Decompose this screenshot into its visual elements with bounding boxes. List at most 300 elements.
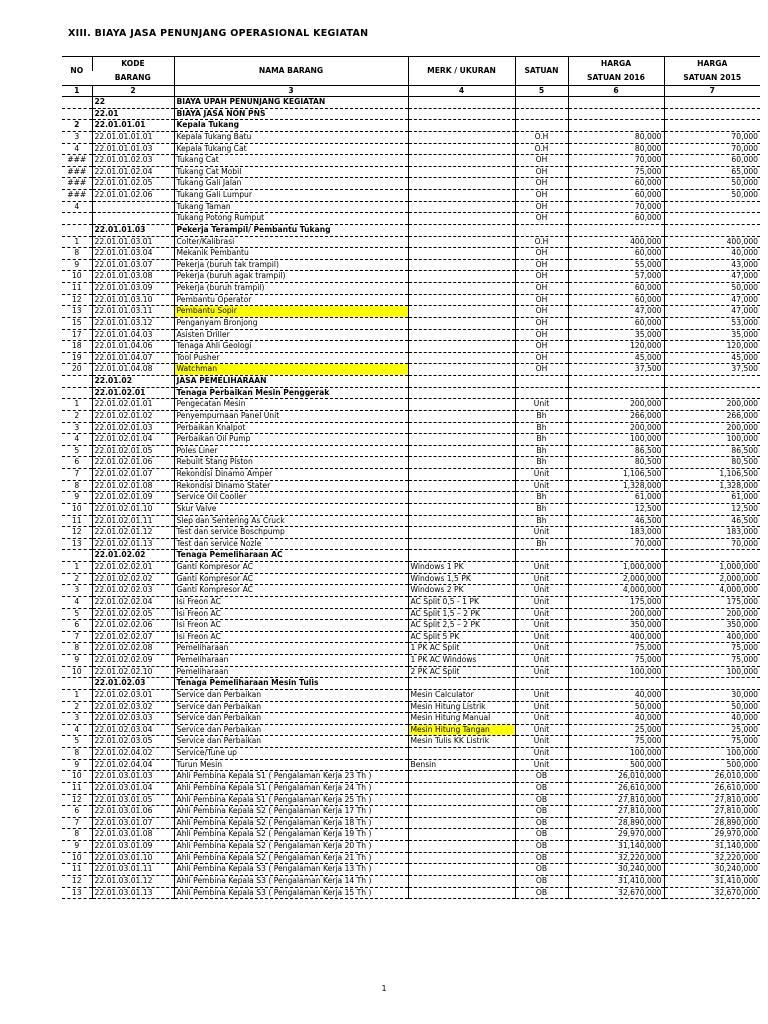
row-kode: 22.01.01.03.12 — [92, 317, 174, 329]
row-harga-2015: 65,000 — [664, 166, 760, 178]
row-kode: 22.01.02.03.04 — [92, 724, 174, 736]
table-row — [62, 515, 760, 527]
row-nama: Kepala Tukang Cat — [174, 143, 408, 155]
row-merk — [408, 841, 515, 853]
row-no: 5 — [62, 736, 92, 748]
row-kode: 22.01.02.01 — [92, 387, 174, 399]
row-kode: 22.01.02.01.12 — [92, 527, 174, 539]
row-no: 20 — [62, 364, 92, 376]
row-satuan: OH — [515, 201, 568, 213]
row-kode: 22.01.01.02.06 — [92, 190, 174, 202]
table-row — [62, 538, 760, 550]
row-harga-2016: 25,000 — [568, 724, 664, 736]
row-no: 2 — [62, 410, 92, 422]
row-harga-2016: 2,000,000 — [568, 573, 664, 585]
row-no: 18 — [62, 341, 92, 353]
row-kode: 22.01.02.03.02 — [92, 701, 174, 713]
row-satuan: Unit — [515, 724, 568, 736]
row-harga-2016: 29,970,000 — [568, 829, 664, 841]
row-no: 9 — [62, 259, 92, 271]
row-no: 2 — [62, 120, 92, 132]
row-nama: Service Oil Cooller — [174, 492, 408, 504]
row-kode: 22.01.02.01.03 — [92, 422, 174, 434]
row-harga-2015: 50,000 — [664, 190, 760, 202]
row-satuan: Unit — [515, 701, 568, 713]
row-merk: Mesin Hitung Listrik — [408, 701, 515, 713]
row-harga-2015 — [664, 387, 760, 399]
section-title: Tenaga Pemeliharaan Mesin Tulis — [174, 678, 408, 690]
row-nama: Ahli Pembina Kepala S2 ( Pengalaman Kerja 18 Th ) — [174, 817, 408, 829]
row-satuan: OB — [515, 817, 568, 829]
row-merk — [408, 469, 515, 481]
row-satuan: OH — [515, 271, 568, 283]
table-row — [62, 817, 760, 829]
row-no: 11 — [62, 283, 92, 295]
row-satuan: O.H — [515, 131, 568, 143]
row-harga-2016: 86,500 — [568, 445, 664, 457]
row-no: 17 — [62, 329, 92, 341]
row-kode — [92, 213, 174, 225]
row-satuan: Bh — [515, 422, 568, 434]
row-no — [62, 108, 92, 120]
row-harga-2015 — [664, 224, 760, 236]
table-row — [62, 271, 760, 283]
row-harga-2015: 53,000 — [664, 317, 760, 329]
row-no — [62, 213, 92, 225]
row-harga-2015: 1,000,000 — [664, 562, 760, 574]
row-harga-2016: 266,000 — [568, 410, 664, 422]
row-harga-2015: 75,000 — [664, 736, 760, 748]
row-nama: Ganti Kompresor AC — [174, 573, 408, 585]
row-satuan: Unit — [515, 736, 568, 748]
row-merk — [408, 143, 515, 155]
row-no: ### — [62, 190, 92, 202]
row-nama: Kepala Tukang Batu — [174, 131, 408, 143]
row-nama: Turun Mesin — [174, 759, 408, 771]
row-kode: 22.01.02.02.01 — [92, 562, 174, 574]
table-row — [62, 352, 760, 364]
row-satuan: OB — [515, 887, 568, 899]
row-merk — [408, 817, 515, 829]
table-row — [62, 759, 760, 771]
row-harga-2015: 75,000 — [664, 643, 760, 655]
row-merk: Mesin Hitung Tangan — [408, 724, 515, 736]
row-harga-2016: 31,410,000 — [568, 875, 664, 887]
row-no: ### — [62, 178, 92, 190]
row-merk: 2 PK AC Split — [408, 666, 515, 678]
row-harga-2015: 47,000 — [664, 306, 760, 318]
row-merk — [408, 550, 515, 562]
table-row — [62, 806, 760, 818]
row-merk — [408, 271, 515, 283]
section-title: BIAYA JASA NON PNS — [174, 108, 408, 120]
row-satuan: OB — [515, 794, 568, 806]
row-satuan: OH — [515, 259, 568, 271]
row-harga-2016: 40,000 — [568, 713, 664, 725]
row-satuan: OH — [515, 364, 568, 376]
row-merk — [408, 120, 515, 132]
row-merk — [408, 515, 515, 527]
row-nama: Tukang Taman — [174, 201, 408, 213]
column-number: 5 — [515, 86, 568, 97]
table-row — [62, 399, 760, 411]
row-harga-2016: 61,000 — [568, 492, 664, 504]
row-kode: 22.01.02.03 — [92, 678, 174, 690]
row-no: ### — [62, 155, 92, 167]
row-harga-2015: 31,140,000 — [664, 841, 760, 853]
row-merk: Windows 1,5 PK — [408, 573, 515, 585]
row-harga-2015: 70,000 — [664, 131, 760, 143]
row-kode: 22.01.02.01.01 — [92, 399, 174, 411]
row-kode: 22.01.02 — [92, 376, 174, 388]
row-harga-2016: 80,500 — [568, 457, 664, 469]
row-merk — [408, 527, 515, 539]
column-number: 3 — [174, 86, 408, 97]
row-merk — [408, 341, 515, 353]
row-satuan: OH — [515, 283, 568, 295]
row-merk — [408, 236, 515, 248]
row-nama: Rekondisi Dinamo Stater — [174, 480, 408, 492]
column-number: 4 — [408, 86, 515, 97]
row-harga-2016: 32,670,000 — [568, 887, 664, 899]
row-merk — [408, 97, 515, 109]
table-row — [62, 736, 760, 748]
row-kode: 22.01.01.04.08 — [92, 364, 174, 376]
row-satuan: Unit — [515, 527, 568, 539]
row-harga-2015: 40,000 — [664, 248, 760, 260]
row-kode: 22.01.01.03 — [92, 224, 174, 236]
row-nama: Isi Freon AC — [174, 631, 408, 643]
row-nama: Tukang Cat — [174, 155, 408, 167]
row-kode: 22.01.03.01.05 — [92, 794, 174, 806]
row-satuan: OH — [515, 341, 568, 353]
section-title: BIAYA UPAH PENUNJANG KEGIATAN — [174, 97, 408, 109]
row-merk: AC Split 0,5 - 1 PK — [408, 596, 515, 608]
row-harga-2015: 47,000 — [664, 294, 760, 306]
row-no: 1 — [62, 562, 92, 574]
row-harga-2016: 70,000 — [568, 201, 664, 213]
row-harga-2015: 4,000,000 — [664, 585, 760, 597]
row-no: 4 — [62, 596, 92, 608]
header-harga-2016-line2: SATUAN 2016 — [568, 71, 664, 86]
row-no: 5 — [62, 445, 92, 457]
row-merk — [408, 178, 515, 190]
row-merk — [408, 329, 515, 341]
row-harga-2015: 60,000 — [664, 155, 760, 167]
row-satuan — [515, 97, 568, 109]
table-row — [62, 748, 760, 760]
row-harga-2015 — [664, 678, 760, 690]
row-satuan: OB — [515, 829, 568, 841]
row-kode: 22.01.02.01.13 — [92, 538, 174, 550]
row-merk — [408, 771, 515, 783]
row-kode: 22.01.02.03.05 — [92, 736, 174, 748]
row-harga-2016: 100,000 — [568, 666, 664, 678]
row-harga-2016: 75,000 — [568, 736, 664, 748]
table-row — [62, 771, 760, 783]
row-merk — [408, 190, 515, 202]
table-row — [62, 620, 760, 632]
row-harga-2016: 60,000 — [568, 283, 664, 295]
row-harga-2016 — [568, 224, 664, 236]
table-row — [62, 236, 760, 248]
row-harga-2015: 80,500 — [664, 457, 760, 469]
row-harga-2015: 43,000 — [664, 259, 760, 271]
table-header — [62, 57, 760, 97]
row-no: 1 — [62, 399, 92, 411]
row-no — [62, 678, 92, 690]
row-harga-2016: 60,000 — [568, 317, 664, 329]
row-harga-2016: 12,500 — [568, 503, 664, 515]
row-no: 11 — [62, 864, 92, 876]
row-merk: Windows 2 PK — [408, 585, 515, 597]
row-harga-2015: 1,106,500 — [664, 469, 760, 481]
row-nama: Pemeliharaan — [174, 643, 408, 655]
row-no: 15 — [62, 317, 92, 329]
row-satuan: Unit — [515, 596, 568, 608]
table-row — [62, 166, 760, 178]
row-no: 3 — [62, 713, 92, 725]
row-kode: 22.01.02.01.06 — [92, 457, 174, 469]
row-nama: Service dan Perbaikan — [174, 713, 408, 725]
row-harga-2015: 183,000 — [664, 527, 760, 539]
table-row — [62, 364, 760, 376]
row-satuan: Bh — [515, 515, 568, 527]
row-kode: 22.01.01.02.05 — [92, 178, 174, 190]
row-no: 8 — [62, 829, 92, 841]
row-satuan: Unit — [515, 759, 568, 771]
row-no: 8 — [62, 480, 92, 492]
row-harga-2016 — [568, 97, 664, 109]
row-kode: 22.01.02.01.10 — [92, 503, 174, 515]
row-nama: Service dan Perbaikan — [174, 724, 408, 736]
row-harga-2016: 60,000 — [568, 213, 664, 225]
row-merk — [408, 829, 515, 841]
table-row — [62, 178, 760, 190]
row-no: 1 — [62, 689, 92, 701]
row-kode: 22.01.02.02.08 — [92, 643, 174, 655]
row-kode: 22.01.02.01.09 — [92, 492, 174, 504]
row-nama: Pekerja (buruh trampil) — [174, 283, 408, 295]
row-satuan: Unit — [515, 631, 568, 643]
table-row — [62, 155, 760, 167]
table-row — [62, 643, 760, 655]
row-satuan: Bh — [515, 538, 568, 550]
row-merk — [408, 317, 515, 329]
row-harga-2015: 200,000 — [664, 608, 760, 620]
row-merk — [408, 213, 515, 225]
row-satuan — [515, 376, 568, 388]
header-merk-ukuran: MERK / UKURAN — [408, 57, 515, 86]
row-satuan: OB — [515, 841, 568, 853]
column-number: 1 — [62, 86, 92, 97]
row-nama: Isi Freon AC — [174, 608, 408, 620]
row-satuan: Unit — [515, 666, 568, 678]
row-kode: 22.01.01.01 — [92, 120, 174, 132]
row-kode: 22.01.03.01.12 — [92, 875, 174, 887]
row-satuan: OH — [515, 155, 568, 167]
row-no: 19 — [62, 352, 92, 364]
row-harga-2015: 70,000 — [664, 143, 760, 155]
row-harga-2016: 37,500 — [568, 364, 664, 376]
row-kode: 22.01.01.01.01 — [92, 131, 174, 143]
row-kode: 22.01.02.03.01 — [92, 689, 174, 701]
table-row — [62, 422, 760, 434]
row-harga-2016: 35,000 — [568, 329, 664, 341]
section-row — [62, 678, 760, 690]
row-no: 6 — [62, 806, 92, 818]
row-nama: Pengecatan Mesin — [174, 399, 408, 411]
row-satuan: OB — [515, 852, 568, 864]
row-nama: Test dan service Nozle — [174, 538, 408, 550]
row-no: 9 — [62, 492, 92, 504]
row-satuan: OH — [515, 317, 568, 329]
row-harga-2015 — [664, 376, 760, 388]
row-merk: AC Split 1,5 – 2 PK — [408, 608, 515, 620]
row-nama: Tenaga Ahli Geologi — [174, 341, 408, 353]
row-kode: 22.01.02.01.08 — [92, 480, 174, 492]
row-nama: Tukang Potong Rumput — [174, 213, 408, 225]
row-nama: Ahli Pembina Kepala S2 ( Pengalaman Kerja 19 Th ) — [174, 829, 408, 841]
row-nama: Skur Valve — [174, 503, 408, 515]
row-kode: 22 — [92, 97, 174, 109]
row-harga-2015: 2,000,000 — [664, 573, 760, 585]
row-harga-2016 — [568, 550, 664, 562]
section-row — [62, 120, 760, 132]
row-merk — [408, 108, 515, 120]
header-harga-2016-line1: HARGA — [568, 57, 664, 72]
row-no: 9 — [62, 655, 92, 667]
row-nama: Mekanik Pembantu — [174, 248, 408, 260]
row-kode: 22.01.01.03.01 — [92, 236, 174, 248]
row-harga-2016: 75,000 — [568, 643, 664, 655]
row-nama: Rebuilt Stang Piston — [174, 457, 408, 469]
row-harga-2016: 26,010,000 — [568, 771, 664, 783]
row-harga-2016 — [568, 120, 664, 132]
row-harga-2015: 46,500 — [664, 515, 760, 527]
row-no: 12 — [62, 875, 92, 887]
row-harga-2015 — [664, 201, 760, 213]
row-satuan: O.H — [515, 236, 568, 248]
row-harga-2015: 29,970,000 — [664, 829, 760, 841]
row-nama: Pekerja (buruh agak trampil) — [174, 271, 408, 283]
row-merk: AC Split 5 PK — [408, 631, 515, 643]
row-kode: 22.01.03.01.11 — [92, 864, 174, 876]
table-row — [62, 306, 760, 318]
row-satuan: Unit — [515, 399, 568, 411]
row-merk: Bensin — [408, 759, 515, 771]
row-harga-2015: 350,000 — [664, 620, 760, 632]
row-merk: Mesin Tulis KK Listrik — [408, 736, 515, 748]
row-satuan: OH — [515, 213, 568, 225]
table-row — [62, 864, 760, 876]
row-harga-2015 — [664, 120, 760, 132]
row-harga-2016: 57,000 — [568, 271, 664, 283]
table-row — [62, 829, 760, 841]
table-row — [62, 503, 760, 515]
row-no: 11 — [62, 515, 92, 527]
row-harga-2015: 100,000 — [664, 666, 760, 678]
table-row — [62, 701, 760, 713]
row-satuan — [515, 120, 568, 132]
row-satuan: OB — [515, 864, 568, 876]
row-nama: Ahli Pembina Kepala S3 ( Pengalaman Kerja 15 Th ) — [174, 887, 408, 899]
row-satuan — [515, 108, 568, 120]
row-satuan: OH — [515, 178, 568, 190]
row-no: 10 — [62, 271, 92, 283]
row-satuan: Bh — [515, 445, 568, 457]
row-satuan: Bh — [515, 434, 568, 446]
row-no: 4 — [62, 434, 92, 446]
row-no: 13 — [62, 306, 92, 318]
section-row — [62, 97, 760, 109]
row-merk — [408, 306, 515, 318]
header-harga-2015-line1: HARGA — [664, 57, 760, 72]
row-no: 12 — [62, 294, 92, 306]
table-row — [62, 259, 760, 271]
row-harga-2015: 27,810,000 — [664, 806, 760, 818]
row-harga-2015: 45,000 — [664, 352, 760, 364]
row-nama: Ahli Pembina Kepala S2 ( Pengalaman Kerja 17 Th ) — [174, 806, 408, 818]
row-harga-2015: 40,000 — [664, 713, 760, 725]
row-kode: 22.01.02.02 — [92, 550, 174, 562]
row-harga-2015: 100,000 — [664, 434, 760, 446]
row-harga-2016: 70,000 — [568, 155, 664, 167]
row-merk — [408, 503, 515, 515]
row-kode: 22.01.01.04.07 — [92, 352, 174, 364]
row-nama: Pemeliharaan — [174, 666, 408, 678]
row-satuan: OH — [515, 294, 568, 306]
table-row — [62, 666, 760, 678]
row-harga-2016: 70,000 — [568, 538, 664, 550]
row-satuan: OH — [515, 352, 568, 364]
table-row — [62, 294, 760, 306]
row-harga-2015: 30,240,000 — [664, 864, 760, 876]
row-merk: 1 PK AC Windows — [408, 655, 515, 667]
table-row — [62, 469, 760, 481]
row-satuan: OB — [515, 875, 568, 887]
section-row — [62, 387, 760, 399]
row-nama: Perbaikan Knalpot — [174, 422, 408, 434]
row-satuan: Unit — [515, 562, 568, 574]
row-kode: 22.01.02.02.04 — [92, 596, 174, 608]
row-harga-2015: 32,670,000 — [664, 887, 760, 899]
row-satuan: OB — [515, 806, 568, 818]
row-harga-2016 — [568, 108, 664, 120]
row-harga-2015: 37,500 — [664, 364, 760, 376]
row-merk — [408, 155, 515, 167]
row-harga-2015: 30,000 — [664, 689, 760, 701]
row-kode: 22.01.03.01.06 — [92, 806, 174, 818]
row-merk — [408, 131, 515, 143]
row-satuan: Unit — [515, 748, 568, 760]
table-row — [62, 713, 760, 725]
table-row — [62, 608, 760, 620]
row-harga-2016: 60,000 — [568, 190, 664, 202]
row-no: 11 — [62, 782, 92, 794]
table-row — [62, 596, 760, 608]
table-row — [62, 434, 760, 446]
row-harga-2015: 28,890,000 — [664, 817, 760, 829]
row-no: 8 — [62, 643, 92, 655]
table-row — [62, 131, 760, 143]
row-no: 10 — [62, 503, 92, 515]
table-row — [62, 689, 760, 701]
row-harga-2016: 47,000 — [568, 306, 664, 318]
row-merk: Mesin Hitung Manual — [408, 713, 515, 725]
row-kode: 22.01.01.03.08 — [92, 271, 174, 283]
row-no: 1 — [62, 236, 92, 248]
